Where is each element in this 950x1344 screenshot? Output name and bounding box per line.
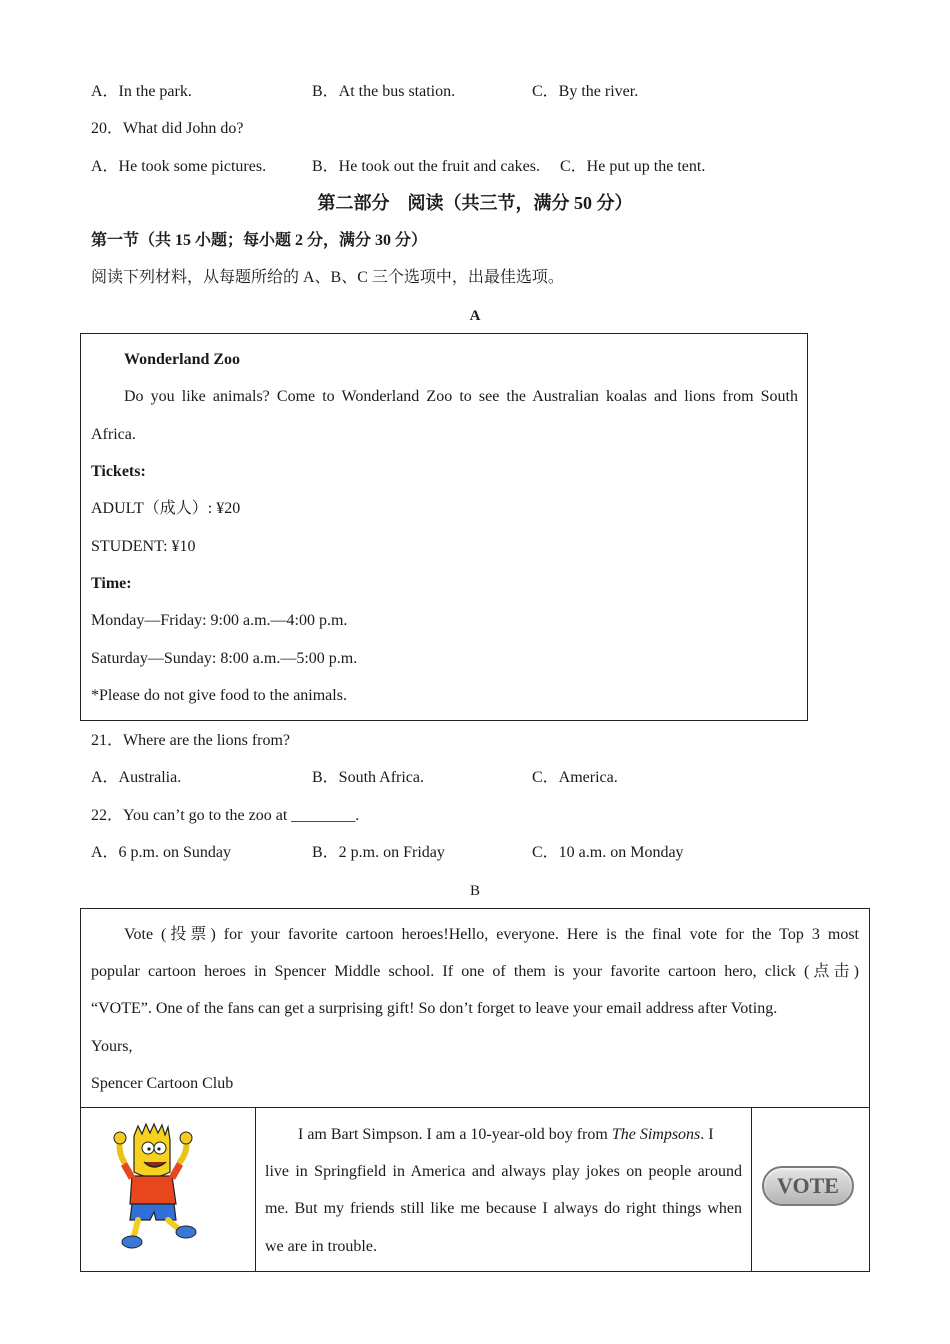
q20-stem: 20．What did John do? [91, 120, 244, 137]
zoo-intro-line2: Africa. [91, 426, 136, 443]
q22-stem: 22．You can’t go to the zoo at ________. [91, 807, 360, 824]
q22-option-b: B．2 p.m. on Friday [312, 844, 445, 861]
adult-price: ADULT（成人）: ¥20 [91, 500, 241, 517]
zoo-note: *Please do not give food to the animals. [91, 687, 347, 704]
q20-option-c: C．He put up the tent. [560, 158, 706, 175]
q19-option-a: A．In the park. [91, 83, 192, 100]
zoo-title: Wonderland Zoo [124, 351, 241, 368]
section1-title: 第一节（共 15 小题；每小题 2 分，满分 30 分） [91, 232, 428, 249]
vote-line3: “VOTE”. One of the fans can get a surprising gift! So don’t forget to leave your email address after Voting. [91, 1000, 778, 1017]
q19-option-c: C．By the river. [532, 83, 639, 100]
time-heading: Time: [91, 575, 132, 592]
q21-option-a: A．Australia. [91, 769, 182, 786]
bart-line1-post: . I [700, 1126, 714, 1143]
bart-line4: we are in trouble. [265, 1238, 377, 1255]
q19-option-b: B．At the bus station. [312, 83, 456, 100]
q20-option-a: A．He took some pictures. [91, 158, 267, 175]
table-divider-v1 [255, 1107, 256, 1272]
passage-a-label: A [469, 308, 481, 324]
signature: Spencer Cartoon Club [91, 1075, 234, 1092]
part2-title: 第二部分 阅读（共三节，满分 50 分） [317, 193, 633, 213]
q21-option-c: C．America. [532, 769, 618, 786]
weekend-hours: Saturday—Sunday: 8:00 a.m.—5:00 p.m. [91, 650, 358, 667]
bart-simpson-image [110, 1122, 200, 1254]
bart-line3: me. But my friends still like me because I always do right things when [265, 1200, 742, 1217]
closing: Yours, [91, 1038, 133, 1055]
q22-option-c: C．10 a.m. on Monday [532, 844, 684, 861]
bart-line2: live in Springfield in America and always play jokes on people around [265, 1163, 742, 1180]
instructions: 阅读下列材料，从每题所给的 A、B、C 三个选项中，出最佳选项。 [91, 269, 564, 286]
bart-line1 [298, 1125, 714, 1145]
passage-b-label: B [469, 883, 480, 899]
zoo-intro-line1: Do you like animals? Come to Wonderland Zoo to see the Australian koalas and lions from South [124, 388, 798, 405]
show-title: The Simpsons [611, 1126, 701, 1143]
student-price: STUDENT: ¥10 [91, 538, 196, 555]
tickets-heading: Tickets: [91, 463, 146, 480]
q20-option-b: B．He took out the fruit and cakes. [312, 158, 540, 175]
vote-button[interactable]: VOTE [762, 1166, 854, 1206]
table-divider-v2 [751, 1107, 752, 1272]
weekday-hours: Monday—Friday: 9:00 a.m.—4:00 p.m. [91, 612, 348, 629]
q22-option-a: A．6 p.m. on Sunday [91, 844, 232, 861]
bart-line1-pre: I am Bart Simpson. I am a 10-year-old boy from [298, 1126, 612, 1143]
q21-stem: 21．Where are the lions from? [91, 732, 291, 749]
vote-line1: Vote (投票) for your favorite cartoon heroes!Hello, everyone. Here is the final vote for the Top 3 most [124, 926, 859, 943]
q21-option-b: B．South Africa. [312, 769, 424, 786]
vote-line2: popular cartoon heroes in Spencer Middle school. If one of them is your favorite cartoon hero, click (点击) [91, 963, 859, 980]
